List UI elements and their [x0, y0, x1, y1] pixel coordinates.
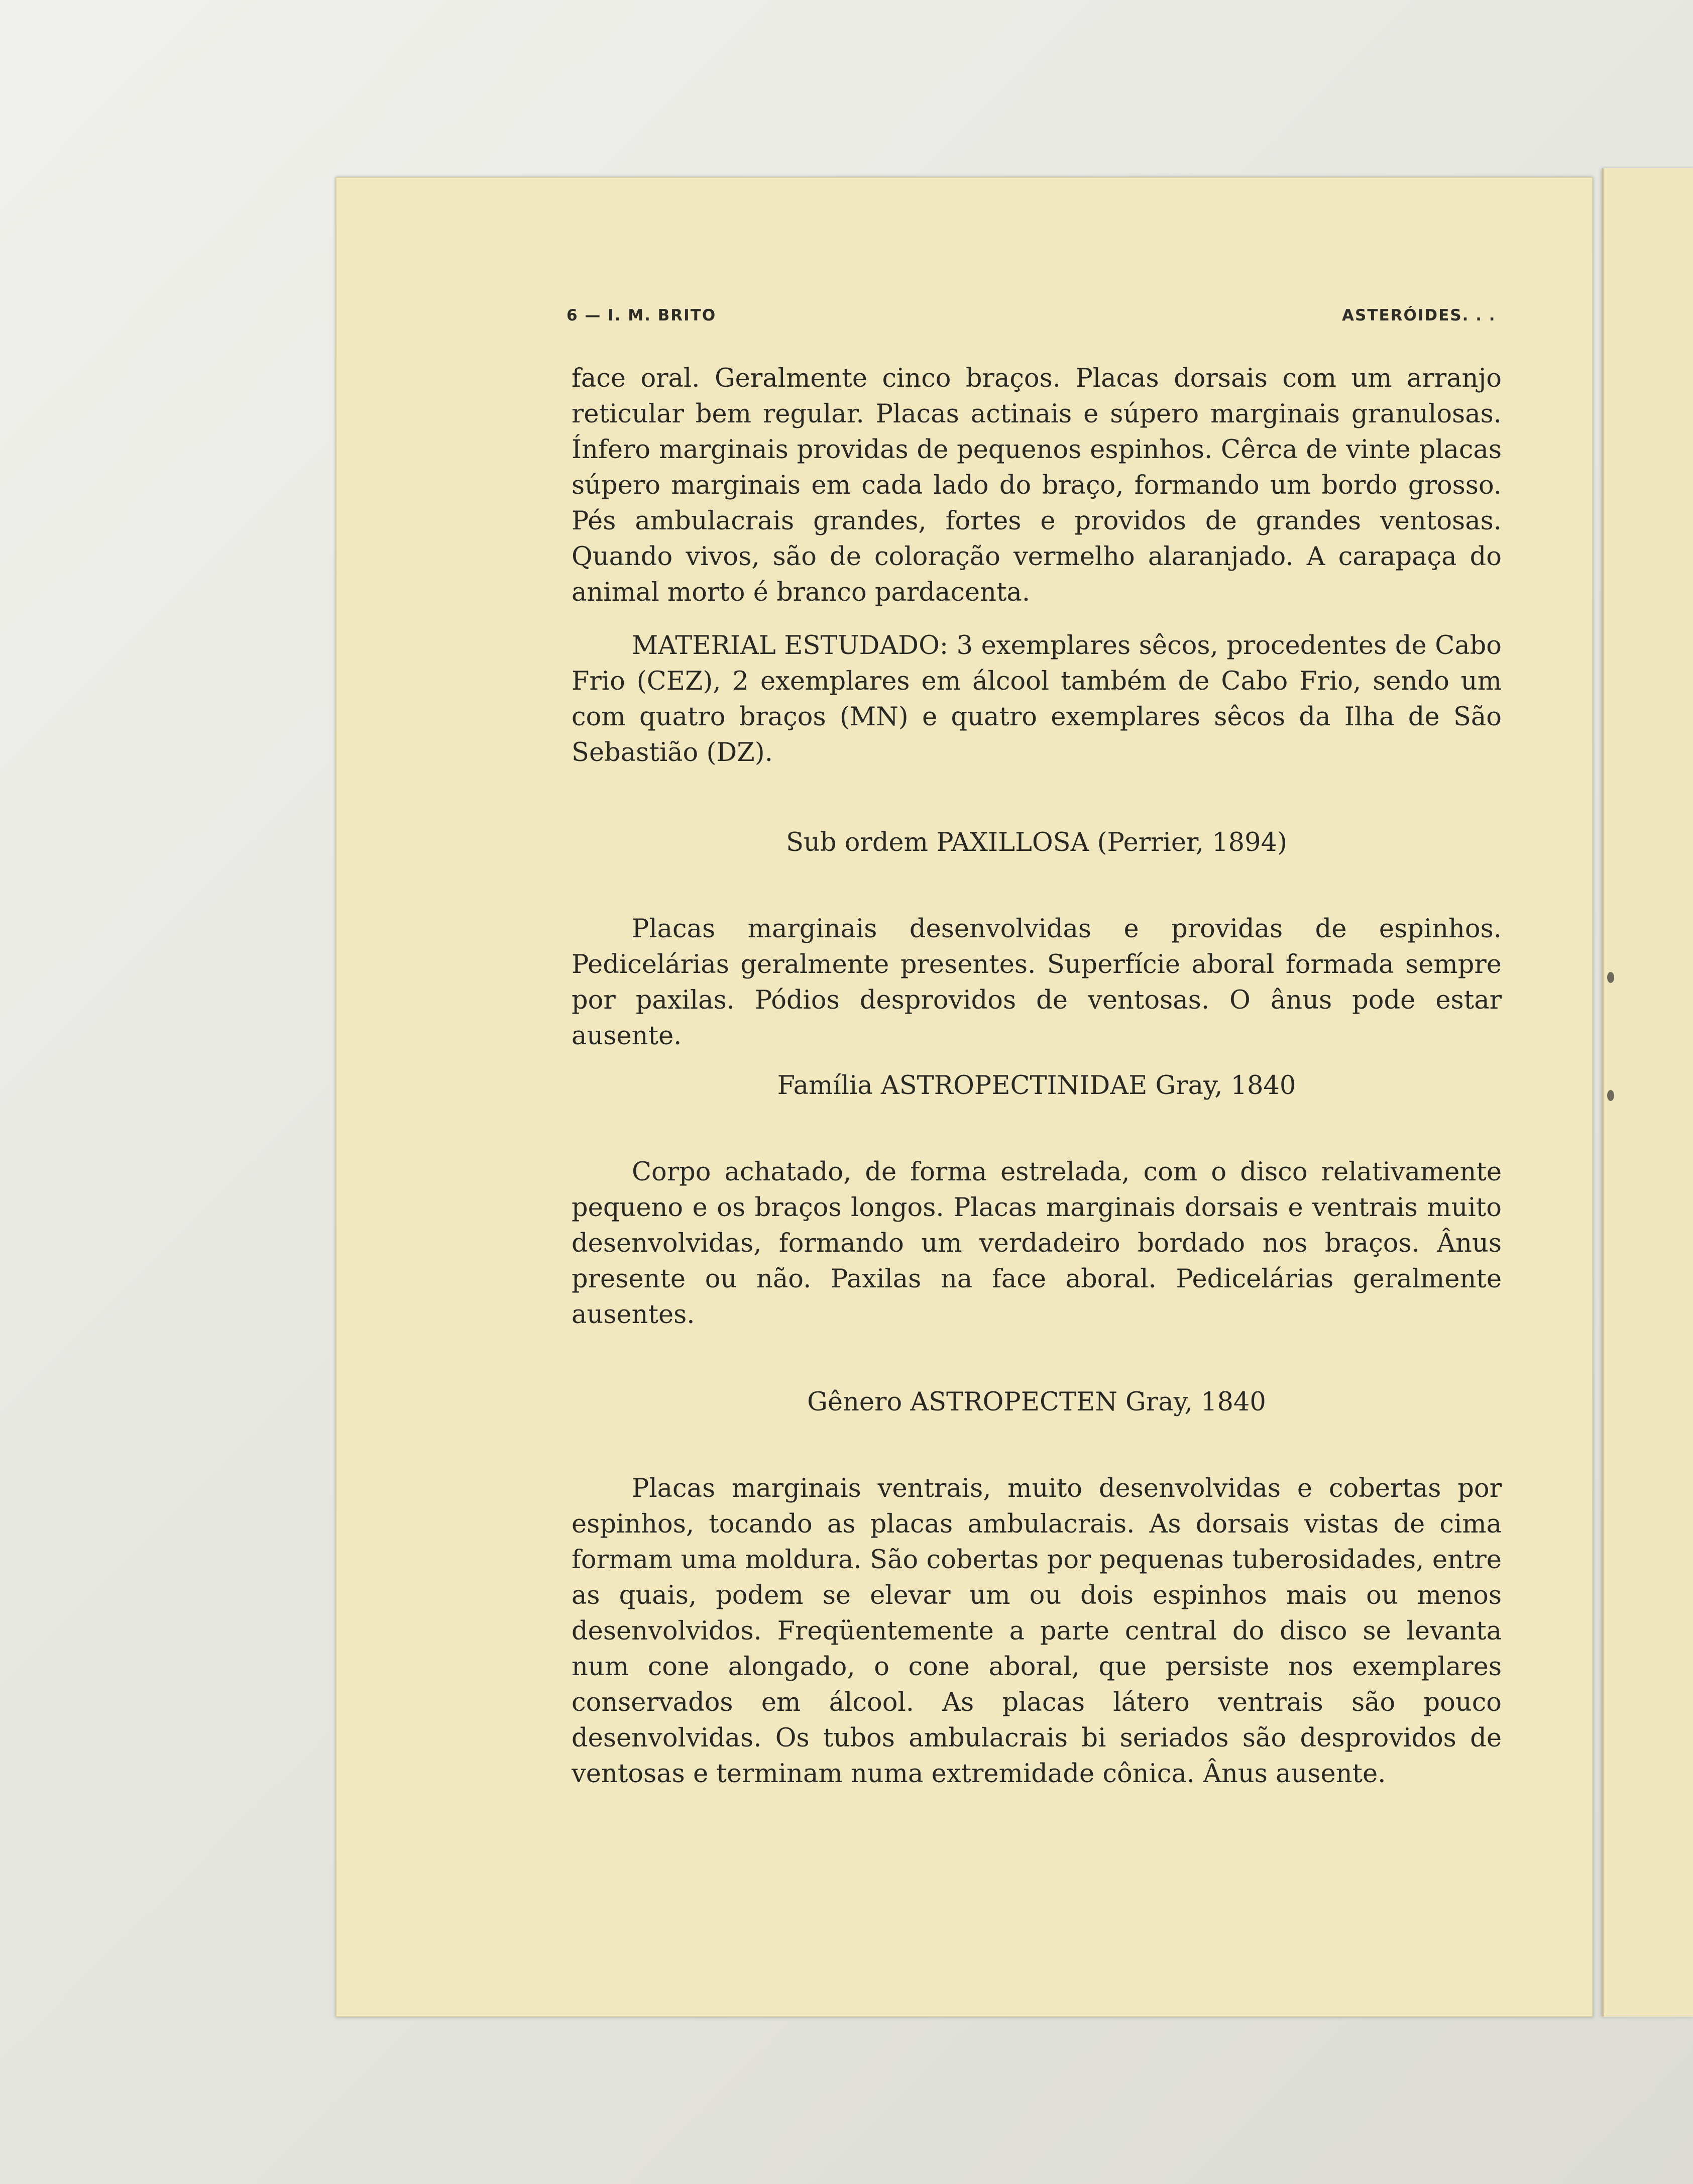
paragraph-family-description: Corpo achatado, de forma estrelada, com o disco relativamente pequeno e os braços longos. Placas marginais dorsais e ventrais muito desenvolvidas, formando um verdadeiro bordado nos braços. Ânus presente ou não. Paxilas na face aboral. Pedicelárias geralmente ausentes.	[572, 1157, 1502, 1330]
paragraph-suborder-description: Placas marginais desenvolvidas e providas de espinhos. Pedicelárias geralmente presentes. Superfície aboral formada sempre por paxilas. Pódios desprovidos de ventosas. O ânus pode estar ausente.	[572, 914, 1502, 1051]
heading-genus: Gênero ASTROPECTEN Gray, 1840	[807, 1387, 1266, 1417]
paragraph-material-studied: MATERIAL ESTUDADO: 3 exemplares sêcos, procedentes de Cabo Frio (CEZ), 2 exemplares em álcool também de Cabo Frio, sendo um com quatro braços (MN) e quatro exemplares sêcos da Ilha de São Sebastião (DZ).	[572, 631, 1502, 768]
running-head-left: 6 — I. M. BRITO	[567, 306, 717, 324]
staple-mark-bottom	[1607, 1090, 1614, 1101]
heading-suborder: Sub ordem PAXILLOSA (Perrier, 1894)	[786, 828, 1287, 857]
running-head-right: ASTERÓIDES. . .	[1342, 306, 1496, 324]
facing-page-edge	[1602, 168, 1693, 2017]
heading-family: Família ASTROPECTINIDAE Gray, 1840	[777, 1071, 1296, 1101]
staple-mark-top	[1607, 972, 1614, 983]
paragraph-genus-description: Placas marginais ventrais, muito desenvolvidas e cobertas por espinhos, tocando as placas ambulacrais. As dorsais vistas de cima formam uma moldura. São cobertas por pequenas tuberosidades, entre as quais, podem se elevar um ou dois espinhos mais ou menos desenvolvidos. Freqüentemente a parte central do disco se levanta num cone alongado, o cone aboral, que persiste nos exemplares conservados em álcool. As placas látero ventrais são pouco desenvolvidas. Os tubos ambulacrais bi seriados são desprovidos de ventosas e terminam numa extremidade cônica. Ânus ausente.	[572, 1474, 1502, 1789]
paragraph-description-end: face oral. Geralmente cinco braços. Placas dorsais com um arranjo reticular bem regular. Placas actinais e súpero marginais granulosas. Ínfero marginais providas de pequenos espinhos. Cêrca de vinte placas súpero marginais em cada lado do braço, formando um bordo grosso. Pés ambulacrais grandes, fortes e providos de grandes ventosas. Quando vivos, são de coloração vermelho alaranjado. A carapaça do animal morto é branco pardacenta.	[572, 364, 1502, 607]
